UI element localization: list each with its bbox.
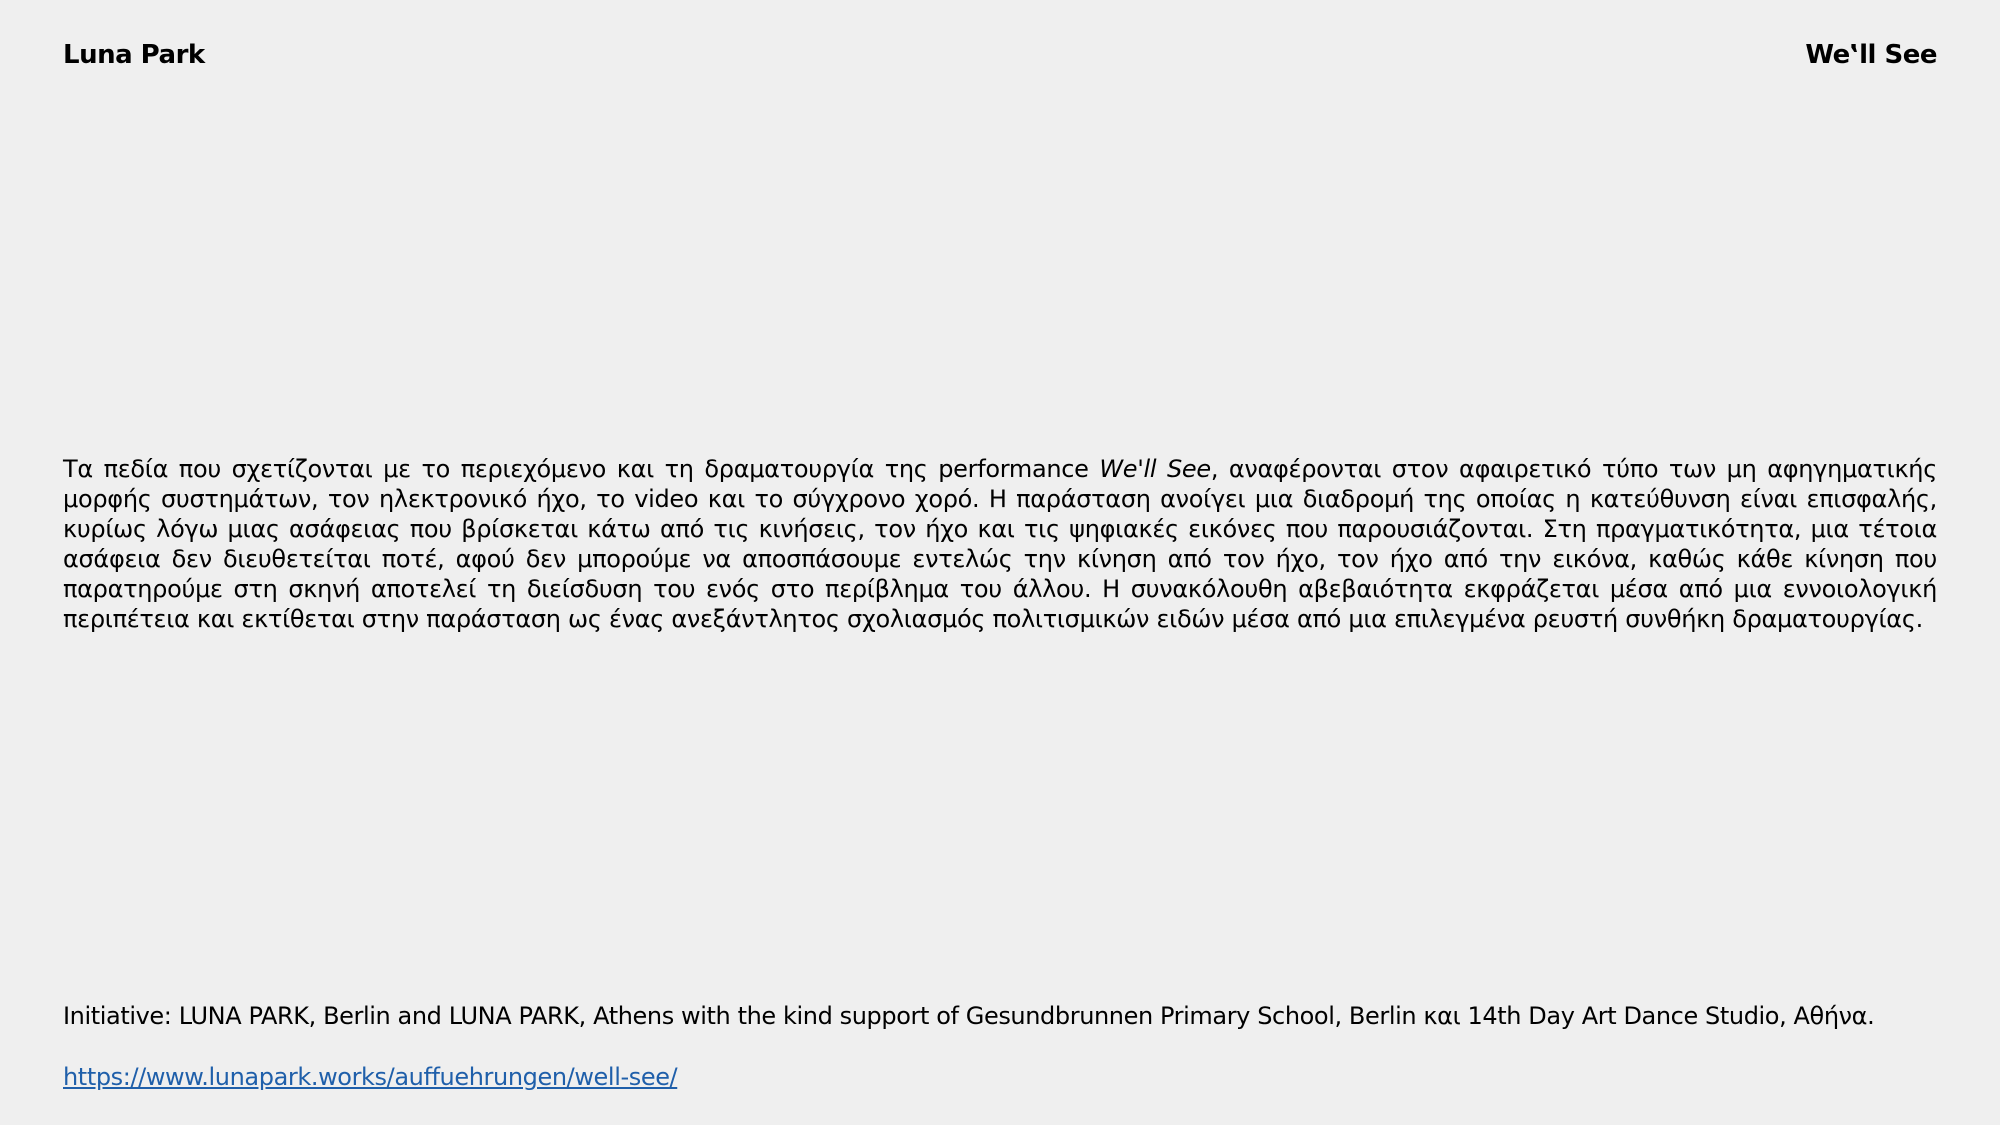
initiative-credits: Initiative: LUNA PARK, Berlin and LUNA PARK, Athens with the kind support of Gesundbrunnen Primary School, Berlin και 14th Day Art Dance Studio, Αθήνα.	[63, 1002, 1875, 1030]
description-paragraph	[63, 454, 1937, 634]
description-text-part1: Τα πεδία που σχετίζονται με το περιεχόμενο και τη δραματουργία της performance	[63, 455, 1100, 483]
header-title-left: Luna Park	[63, 40, 205, 70]
project-link[interactable]: https://www.lunapark.works/auffuehrungen/well-see/	[63, 1063, 678, 1091]
description-text-part2: , αναφέρονται στον αφαιρετικό τύπο των μη αφηγηματικής μορφής συστημάτων, τον ηλεκτρονικό ήχο, το video και το σύγχρονο χορό. Η παράσταση ανοίγει μια διαδρομή της οποίας η κατεύθυνση είναι επισφαλής, κυρίως λόγω μιας ασάφειας που βρίσκεται κάτω από τις κινήσεις, τον ήχο και τις ψηφιακές εικόνες που παρουσιάζονται. Στη πραγματικότητα, μια τέτοια ασάφεια δεν διευθετείται ποτέ, αφού δεν μπορούμε να αποσπάσουμε εντελώς την κίνηση από τον ήχο, τον ήχο από την εικόνα, καθώς κάθε κίνηση που παρατηρούμε στη σκηνή αποτελεί τη διείσδυση του ενός στο περίβλημα του άλλου. Η συνακόλουθη αβεβαιότητα εκφράζεται μέσα από μια εννοιολογική περιπέτεια και εκτίθεται στην παράσταση ως ένας ανεξάντλητος σχολιασμός πολιτισμικών ειδών μέσα από μια επιλεγμένα ρευστή συνθήκη δραματουργίας.	[63, 455, 1937, 633]
header-title-right: We‛ll See	[1805, 40, 1937, 70]
performance-title: We'll See	[1099, 455, 1211, 483]
